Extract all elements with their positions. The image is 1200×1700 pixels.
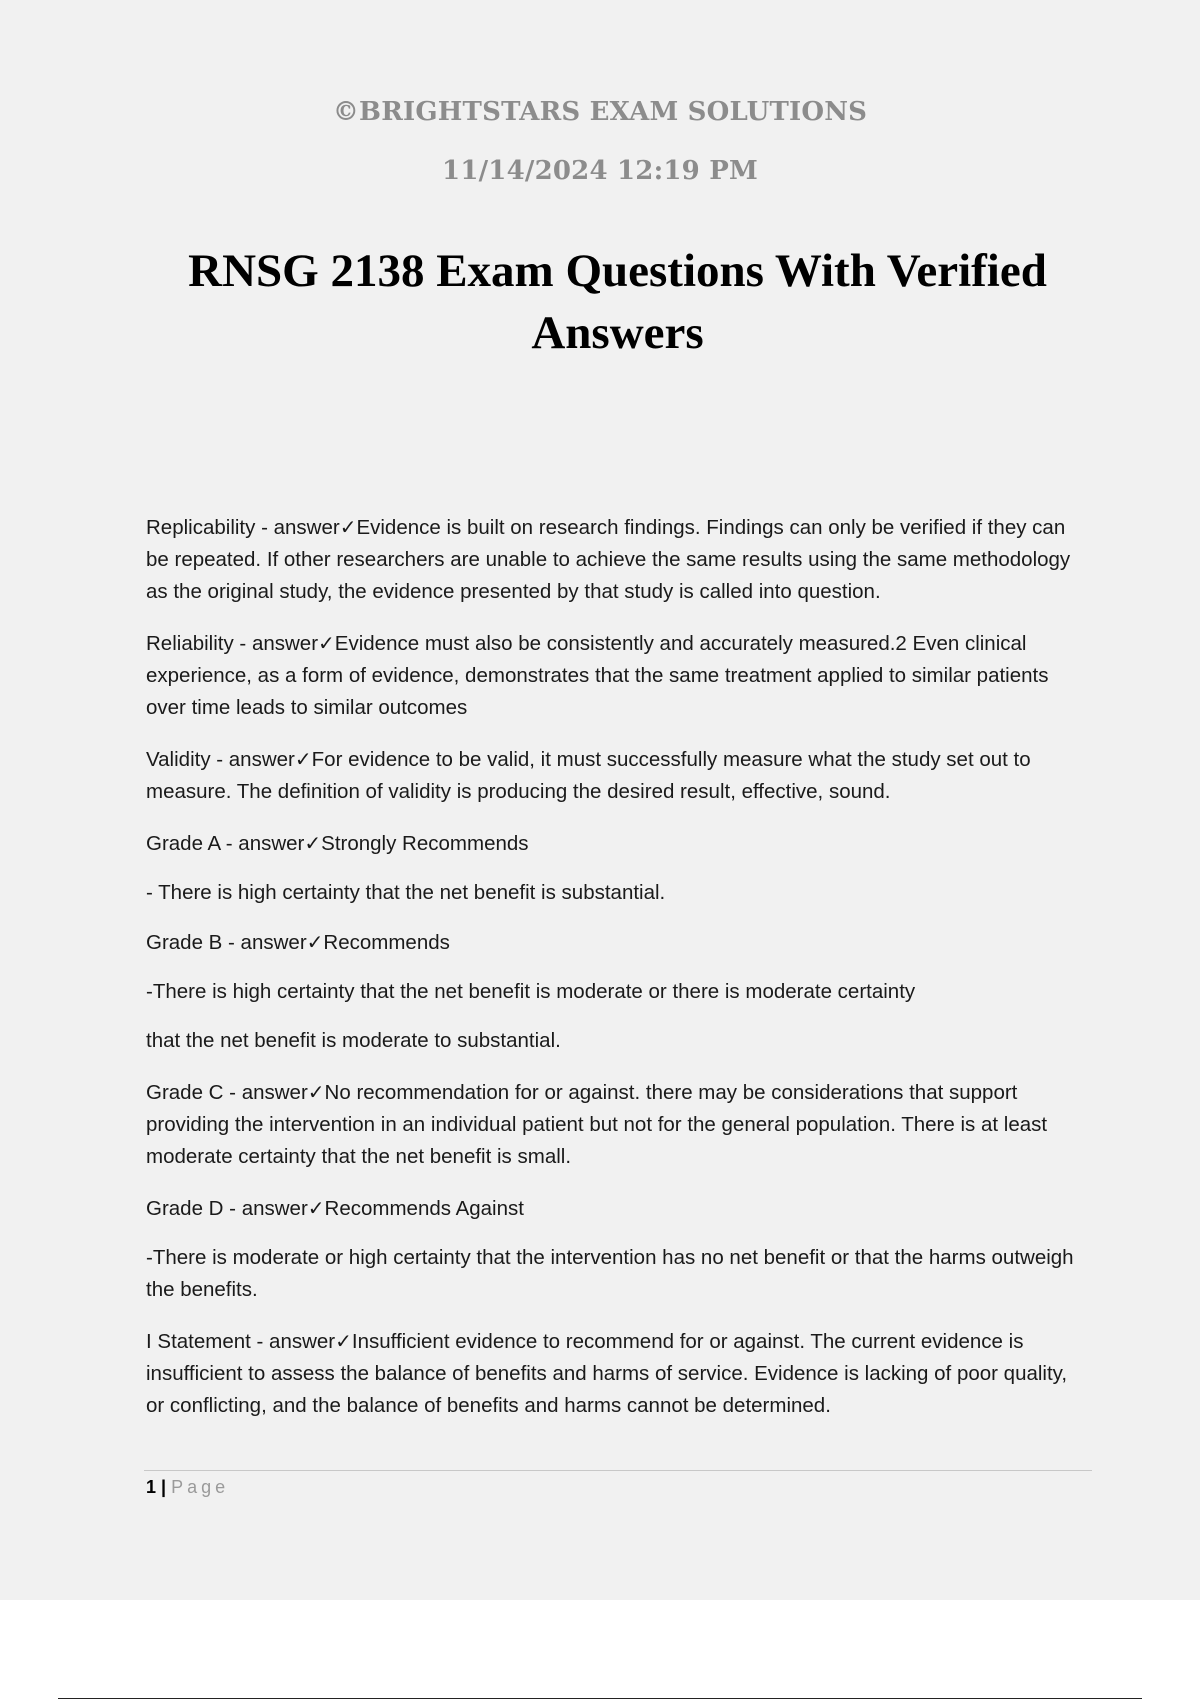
entry-answer: For evidence to be valid, it must successfully measure what the study set out to measure. The definition of validity is producing the desired result, effective, sound. [146,748,1031,803]
entry-term: Grade D - answer [146,1197,308,1220]
entry-answer: Evidence must also be consistently and accurately measured.2 Even clinical experience, as a form of evidence, demonstrates that the same treatment applied to similar patients over time leads to similar outcomes [146,632,1049,719]
entry-i-statement [146,1325,1086,1422]
check-mark-icon: ✓ [335,1329,352,1353]
entry-answer: No recommendation for or against. there may be considerations that support providing the intervention in an individual patient but not for the general population. There is at least moderate certainty that the net benefit is small. [146,1081,1048,1168]
entry-grade-c [146,1076,1086,1173]
entry-answer: Recommends Against [324,1197,524,1220]
entry-term: Grade B - answer [146,931,307,954]
page-separator: | [156,1477,172,1497]
entry-grade-d [146,1192,1086,1225]
page-label: Page [171,1477,230,1497]
entry-grade-b [146,926,1086,959]
entry-term: Grade C - answer [146,1081,308,1104]
check-mark-icon: ✓ [339,515,357,539]
entry-term: Reliability - answer [146,632,319,655]
entry-reliability [146,627,1086,724]
entry-replicability [146,511,1086,608]
document-body [146,511,1086,1441]
entry-term: Validity - answer [146,748,295,771]
note-grade-b-line-2: that the net benefit is moderate to substantial. [146,1029,561,1052]
page-number: 1 [146,1477,157,1497]
entry-validity [146,743,1086,808]
check-mark-icon: ✓ [294,747,312,771]
check-mark-icon: ✓ [306,930,324,954]
footer-divider [144,1470,1092,1471]
entry-answer: Insufficient evidence to recommend for or against. The current evidence is insufficient to assess the balance of benefits and harms of service. Evidence is lacking of poor quality, or conflicting, and the balance of benefits and harms cannot be determined. [146,1330,1068,1417]
check-mark-icon: ✓ [307,1196,325,1220]
page-footer [146,1474,229,1500]
document-title: RNSG 2138 Exam Questions With Verified Answers [188,245,1047,359]
check-mark-icon: ✓ [304,831,322,855]
note-grade-d: -There is moderate or high certainty that the intervention has no net benefit or that the harms outweigh the benefits. [146,1246,1074,1301]
entry-answer: Strongly Recommends [321,832,529,855]
entry-term: Grade A - answer [146,832,305,855]
entry-answer: Evidence is built on research findings. Findings can only be verified if they can be repeated. If other researchers are unable to achieve the same results using the same methodology as the original study, the evidence presented by that study is called into question. [146,516,1071,603]
check-mark-icon: ✓ [307,1080,325,1104]
note-grade-a: - There is high certainty that the net benefit is substantial. [146,881,666,904]
entry-grade-a [146,827,1086,860]
check-mark-icon: ✓ [318,631,335,655]
next-page-divider [58,1698,1142,1699]
copyright-header: ©BRIGHTSTARS EXAM SOLUTIONS [332,97,868,127]
entry-term: Replicability - answer [146,516,340,539]
note-grade-b-line-1: -There is high certainty that the net benefit is moderate or there is moderate certainty [146,980,916,1003]
entry-term: I Statement - answer [146,1330,336,1353]
timestamp-header: 11/14/2024 12:19 PM [442,156,758,186]
entry-answer: Recommends [323,931,450,954]
